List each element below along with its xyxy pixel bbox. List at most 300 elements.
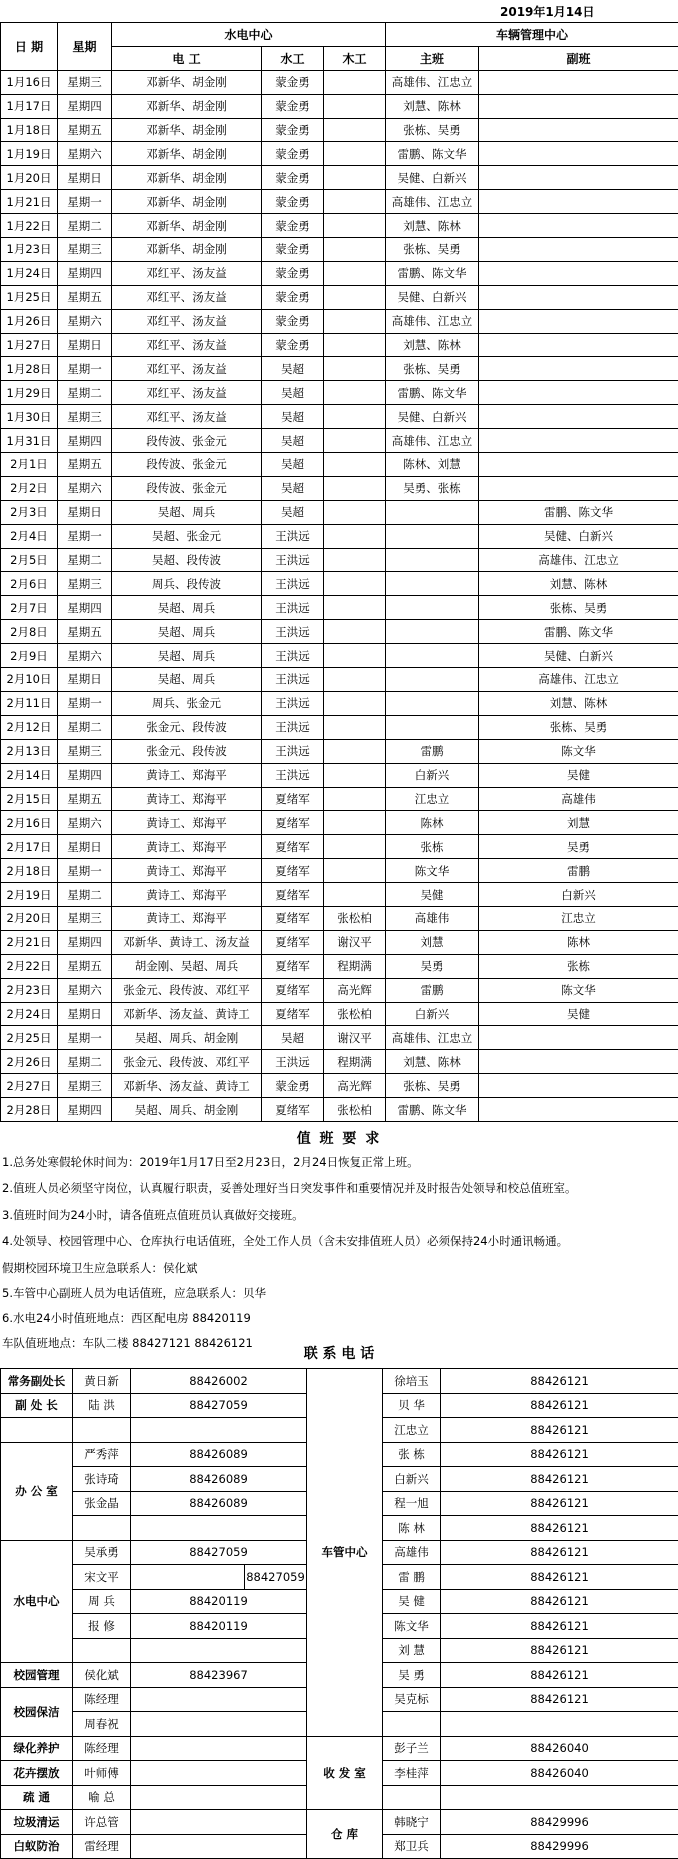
contact-phone: 88427059: [131, 1393, 307, 1418]
roster-row: [1, 94, 678, 118]
roster-cell-main: 陈林: [386, 811, 479, 835]
contact-name: [73, 1516, 131, 1541]
contact-phone: [131, 1565, 245, 1590]
roster-cell-main: 江忠立: [386, 787, 479, 811]
roster-cell-date: 2月12日: [1, 715, 58, 739]
header-date: 日 期: [1, 23, 58, 71]
roster-cell-main: 陈林、刘慧: [386, 453, 479, 477]
roster-body: [1, 70, 678, 1121]
roster-cell-vice: 刘慧、陈林: [479, 691, 678, 715]
contact-phone: 88426002: [131, 1369, 307, 1394]
roster-cell-wood: 高光辉: [324, 1074, 386, 1098]
contact-dept: 疏 通: [1, 1785, 73, 1810]
roster-cell-main: 吴勇: [386, 954, 479, 978]
contact-phone: [441, 1785, 678, 1810]
roster-cell-elec: 黄诗工、郑海平: [112, 763, 262, 787]
roster-cell-wood: [324, 118, 386, 142]
contact-row: [1, 1736, 678, 1761]
contact-name: 韩晓宁: [383, 1810, 441, 1835]
roster-cell-elec: 邓新华、胡金刚: [112, 142, 262, 166]
roster-cell-weekday: 星期一: [58, 1026, 112, 1050]
roster-cell-elec: 邓红平、汤友益: [112, 309, 262, 333]
roster-cell-vice: [479, 309, 678, 333]
roster-cell-date: 1月24日: [1, 261, 58, 285]
roster-cell-elec: 黄诗工、郑海平: [112, 883, 262, 907]
roster-cell-vice: [479, 190, 678, 214]
roster-cell-weekday: 星期六: [58, 644, 112, 668]
roster-cell-main: [386, 500, 479, 524]
roster-cell-date: 1月28日: [1, 357, 58, 381]
roster-cell-vice: [479, 405, 678, 429]
roster-cell-elec: 吴超、周兵: [112, 668, 262, 692]
roster-cell-vice: 吴健、白新兴: [479, 644, 678, 668]
roster-row: [1, 668, 678, 692]
roster-cell-wood: [324, 94, 386, 118]
contact-dept: 白蚁防治: [1, 1834, 73, 1859]
roster-cell-date: 2月16日: [1, 811, 58, 835]
contact-name: 喻 总: [73, 1785, 131, 1810]
roster-row: [1, 500, 678, 524]
contact-name: 叶师傅: [73, 1761, 131, 1786]
roster-cell-date: 2月10日: [1, 668, 58, 692]
roster-cell-weekday: 星期六: [58, 142, 112, 166]
contact-row: [1, 1810, 678, 1835]
contact-phone: 88420119: [131, 1614, 307, 1639]
contact-phone: [131, 1810, 307, 1835]
roster-cell-date: 1月21日: [1, 190, 58, 214]
roster-cell-wood: [324, 859, 386, 883]
contact-phone: 88426121: [441, 1369, 678, 1394]
roster-row: [1, 1074, 678, 1098]
roster-cell-water: 夏绪军: [262, 930, 324, 954]
roster-cell-main: [386, 644, 479, 668]
contact-name: 黄日新: [73, 1369, 131, 1394]
contact-phone: 88426089: [131, 1491, 307, 1516]
roster-cell-wood: [324, 357, 386, 381]
roster-cell-elec: 邓新华、胡金刚: [112, 214, 262, 238]
roster-cell-main: 雷鹏、陈文华: [386, 261, 479, 285]
roster-cell-date: 2月22日: [1, 954, 58, 978]
requirement-line: 1.总务处寒假轮休时间为：2019年1月17日至2月23日，2月24日恢复正常上班。: [2, 1154, 419, 1170]
roster-cell-weekday: 星期六: [58, 309, 112, 333]
roster-cell-weekday: 星期二: [58, 548, 112, 572]
contact-name: 白新兴: [383, 1467, 441, 1492]
roster-cell-vice: 张栋、吴勇: [479, 596, 678, 620]
roster-cell-date: 2月1日: [1, 453, 58, 477]
roster-cell-water: 吴超: [262, 381, 324, 405]
roster-cell-wood: [324, 835, 386, 859]
roster-cell-weekday: 星期三: [58, 572, 112, 596]
contact-phone: 88426121: [441, 1687, 678, 1712]
roster-cell-weekday: 星期二: [58, 883, 112, 907]
roster-cell-main: 张栋: [386, 835, 479, 859]
roster-cell-weekday: 星期六: [58, 811, 112, 835]
roster-cell-elec: 吴超、周兵: [112, 644, 262, 668]
roster-cell-elec: 吴超、段传波: [112, 548, 262, 572]
roster-cell-wood: 谢汉平: [324, 930, 386, 954]
roster-cell-date: 2月13日: [1, 739, 58, 763]
roster-cell-date: 1月18日: [1, 118, 58, 142]
roster-cell-elec: 吴超、周兵、胡金刚: [112, 1026, 262, 1050]
roster-cell-vice: 吴健、白新兴: [479, 524, 678, 548]
roster-cell-water: 王洪远: [262, 524, 324, 548]
roster-cell-elec: 邓新华、胡金刚: [112, 190, 262, 214]
roster-cell-wood: [324, 691, 386, 715]
roster-cell-elec: 邓新华、胡金刚: [112, 70, 262, 94]
roster-cell-water: 王洪远: [262, 668, 324, 692]
roster-cell-main: 高雄伟: [386, 906, 479, 930]
roster-cell-weekday: 星期五: [58, 118, 112, 142]
roster-cell-water: 王洪远: [262, 596, 324, 620]
roster-cell-elec: 邓新华、汤友益、黄诗工: [112, 1074, 262, 1098]
roster-cell-wood: [324, 668, 386, 692]
contact-name: 许总管: [73, 1810, 131, 1835]
roster-cell-weekday: 星期日: [58, 166, 112, 190]
roster-cell-vice: 刘慧: [479, 811, 678, 835]
contact-name: 吴承勇: [73, 1540, 131, 1565]
roster-cell-water: 蒙金勇: [262, 309, 324, 333]
roster-cell-main: 吴健、白新兴: [386, 166, 479, 190]
roster-cell-main: 白新兴: [386, 1002, 479, 1026]
contact-phone: [131, 1418, 307, 1443]
roster-cell-wood: 张松柏: [324, 906, 386, 930]
roster-cell-wood: [324, 620, 386, 644]
roster-cell-wood: 程期满: [324, 1050, 386, 1074]
contact-dept-mailroom: 收 发 室: [307, 1736, 383, 1810]
roster-cell-weekday: 星期三: [58, 906, 112, 930]
requirement-line: 4.处领导、校园管理中心、仓库执行电话值班，全处工作人员（含未安排值班人员）必须保持24小时通讯畅通。: [2, 1233, 568, 1249]
contact-phone: 88420119: [131, 1589, 307, 1614]
contact-name: 张金晶: [73, 1491, 131, 1516]
roster-row: [1, 476, 678, 500]
roster-cell-date: 2月8日: [1, 620, 58, 644]
roster-cell-water: 王洪远: [262, 739, 324, 763]
roster-cell-water: 王洪远: [262, 1050, 324, 1074]
roster-cell-wood: [324, 644, 386, 668]
roster-cell-weekday: 星期六: [58, 978, 112, 1002]
contacts-table: [0, 1368, 678, 1859]
roster-cell-elec: 邓新华、胡金刚: [112, 166, 262, 190]
roster-row: [1, 429, 678, 453]
roster-cell-weekday: 星期日: [58, 333, 112, 357]
roster-cell-elec: 邓红平、汤友益: [112, 261, 262, 285]
roster-cell-main: [386, 524, 479, 548]
roster-row: [1, 357, 678, 381]
requirement-line: 2.值班人员必须坚守岗位，认真履行职责，妥善处理好当日突发事件和重要情况并及时报告处领导和校总值班室。: [2, 1180, 576, 1196]
contact-phone: [441, 1712, 678, 1737]
roster-cell-weekday: 星期一: [58, 357, 112, 381]
roster-cell-water: 蒙金勇: [262, 190, 324, 214]
roster-cell-water: 蒙金勇: [262, 214, 324, 238]
roster-cell-water: 吴超: [262, 405, 324, 429]
roster-row: [1, 190, 678, 214]
roster-cell-date: 2月7日: [1, 596, 58, 620]
roster-cell-weekday: 星期三: [58, 739, 112, 763]
contact-name: [73, 1638, 131, 1663]
contact-row: [1, 1369, 678, 1394]
roster-cell-main: [386, 715, 479, 739]
roster-cell-weekday: 星期一: [58, 190, 112, 214]
roster-cell-date: 2月28日: [1, 1098, 58, 1122]
contact-dept: 垃圾清运: [1, 1810, 73, 1835]
roster-cell-date: 2月23日: [1, 978, 58, 1002]
roster-cell-elec: 吴超、周兵: [112, 596, 262, 620]
contact-dept: 办 公 室: [1, 1442, 73, 1540]
roster-row: [1, 405, 678, 429]
roster-cell-vice: 陈文华: [479, 978, 678, 1002]
roster-cell-date: 2月21日: [1, 930, 58, 954]
contact-name: 吴克标: [383, 1687, 441, 1712]
roster-cell-wood: [324, 524, 386, 548]
roster-cell-vice: [479, 166, 678, 190]
roster-cell-water: 蒙金勇: [262, 142, 324, 166]
contact-phone: 88426121: [441, 1589, 678, 1614]
roster-cell-elec: 吴超、张金元: [112, 524, 262, 548]
contact-name: 陈经理: [73, 1687, 131, 1712]
contact-phone: [131, 1785, 307, 1810]
roster-cell-main: [386, 691, 479, 715]
roster-cell-wood: [324, 715, 386, 739]
roster-cell-wood: [324, 166, 386, 190]
requirements-title: 值 班 要 求: [0, 1128, 678, 1150]
contact-phone: 88426121: [441, 1540, 678, 1565]
roster-cell-weekday: 星期二: [58, 214, 112, 238]
roster-cell-vice: [479, 429, 678, 453]
roster-cell-weekday: 星期三: [58, 1074, 112, 1098]
roster-cell-wood: [324, 261, 386, 285]
roster-cell-date: 1月26日: [1, 309, 58, 333]
roster-cell-date: 1月29日: [1, 381, 58, 405]
duty-roster-table: [0, 22, 678, 1122]
roster-cell-water: 王洪远: [262, 572, 324, 596]
contact-name: [383, 1785, 441, 1810]
contact-name: 严秀萍: [73, 1442, 131, 1467]
roster-cell-wood: [324, 500, 386, 524]
roster-cell-weekday: 星期五: [58, 954, 112, 978]
contact-dept: 花卉摆放: [1, 1761, 73, 1786]
contacts-body: [1, 1369, 678, 1859]
contact-dept: 校园保洁: [1, 1687, 73, 1736]
roster-cell-main: 吴勇、张栋: [386, 476, 479, 500]
requirement-line: 3.值班时间为24小时，请各值班点值班员认真做好交接班。: [2, 1207, 304, 1223]
roster-cell-date: 1月16日: [1, 70, 58, 94]
roster-cell-vice: 高雄伟、江忠立: [479, 668, 678, 692]
header-carpenter: 木工: [324, 46, 386, 70]
roster-cell-water: 吴超: [262, 500, 324, 524]
roster-row: [1, 1026, 678, 1050]
roster-row: [1, 1098, 678, 1122]
roster-cell-main: 刘慧: [386, 930, 479, 954]
roster-cell-date: 2月25日: [1, 1026, 58, 1050]
roster-cell-water: 夏绪军: [262, 787, 324, 811]
roster-cell-date: 2月11日: [1, 691, 58, 715]
roster-cell-weekday: 星期四: [58, 429, 112, 453]
roster-cell-weekday: 星期四: [58, 763, 112, 787]
roster-cell-elec: 段传波、张金元: [112, 453, 262, 477]
roster-cell-main: 高雄伟、江忠立: [386, 1026, 479, 1050]
roster-cell-water: 夏绪军: [262, 906, 324, 930]
roster-cell-water: 吴超: [262, 357, 324, 381]
roster-cell-date: 1月23日: [1, 238, 58, 262]
roster-cell-elec: 邓新华、汤友益、黄诗工: [112, 1002, 262, 1026]
document-date: 2019年1月14日: [500, 3, 594, 20]
contact-name: 雷经理: [73, 1834, 131, 1859]
contact-phone: 88423967: [131, 1663, 307, 1688]
roster-cell-weekday: 星期三: [58, 238, 112, 262]
requirement-line: 6.水电24小时值班地点：西区配电房 88420119: [2, 1310, 251, 1326]
contact-phone: 88426089: [131, 1467, 307, 1492]
roster-cell-weekday: 星期日: [58, 500, 112, 524]
roster-cell-vice: [479, 142, 678, 166]
roster-cell-wood: 程期满: [324, 954, 386, 978]
roster-cell-main: [386, 668, 479, 692]
requirement-line: 5.车管中心副班人员为电话值班，应急联系人：贝华: [2, 1285, 266, 1301]
roster-cell-elec: 黄诗工、郑海平: [112, 811, 262, 835]
contact-name: 陆 洪: [73, 1393, 131, 1418]
roster-cell-elec: 邓红平、汤友益: [112, 357, 262, 381]
roster-cell-date: 1月31日: [1, 429, 58, 453]
contact-name: 张 栋: [383, 1442, 441, 1467]
roster-cell-elec: 邓新华、胡金刚: [112, 94, 262, 118]
roster-cell-date: 2月24日: [1, 1002, 58, 1026]
roster-cell-weekday: 星期四: [58, 94, 112, 118]
contact-name: 程一旭: [383, 1491, 441, 1516]
contact-name: 彭子兰: [383, 1736, 441, 1761]
roster-cell-water: 夏绪军: [262, 978, 324, 1002]
roster-cell-vice: 雷鹏、陈文华: [479, 500, 678, 524]
contact-name: 吴 勇: [383, 1663, 441, 1688]
roster-cell-vice: 江忠立: [479, 906, 678, 930]
roster-cell-water: 夏绪军: [262, 859, 324, 883]
contact-name: 郑卫兵: [383, 1834, 441, 1859]
roster-cell-vice: 陈林: [479, 930, 678, 954]
roster-cell-vice: 张栋、吴勇: [479, 715, 678, 739]
roster-cell-date: 2月17日: [1, 835, 58, 859]
roster-row: [1, 381, 678, 405]
roster-cell-weekday: 星期二: [58, 715, 112, 739]
contact-dept: 校园管理: [1, 1663, 73, 1688]
roster-cell-elec: 胡金刚、吴超、周兵: [112, 954, 262, 978]
contact-phone: 88426121: [441, 1638, 678, 1663]
contact-dept: 绿化养护: [1, 1736, 73, 1761]
roster-cell-water: 王洪远: [262, 715, 324, 739]
roster-row: [1, 453, 678, 477]
roster-row: [1, 166, 678, 190]
contact-name: 高雄伟: [383, 1540, 441, 1565]
contact-phone: [131, 1736, 307, 1761]
contact-name: 江忠立: [383, 1418, 441, 1443]
contact-dept: [1, 1418, 73, 1443]
roster-cell-wood: [324, 309, 386, 333]
roster-cell-weekday: 星期一: [58, 691, 112, 715]
roster-cell-vice: [479, 70, 678, 94]
roster-cell-wood: [324, 142, 386, 166]
roster-cell-elec: 黄诗工、郑海平: [112, 859, 262, 883]
contact-phone: 88426121: [441, 1491, 678, 1516]
contact-phone: [131, 1516, 307, 1541]
roster-cell-main: 雷鹏、陈文华: [386, 1098, 479, 1122]
roster-cell-elec: 邓新华、黄诗工、汤友益: [112, 930, 262, 954]
contact-phone: [131, 1712, 307, 1737]
roster-cell-main: [386, 620, 479, 644]
roster-cell-main: 张栋、吴勇: [386, 118, 479, 142]
roster-cell-elec: 黄诗工、郑海平: [112, 906, 262, 930]
roster-cell-main: [386, 548, 479, 572]
roster-cell-main: 吴健、白新兴: [386, 285, 479, 309]
contact-phone-secondary: 88427059: [245, 1565, 307, 1590]
roster-cell-vice: [479, 94, 678, 118]
roster-cell-main: 陈文华: [386, 859, 479, 883]
roster-cell-weekday: 星期五: [58, 620, 112, 644]
roster-cell-wood: 张松柏: [324, 1098, 386, 1122]
contact-dept: 常务副处长: [1, 1369, 73, 1394]
roster-cell-wood: [324, 548, 386, 572]
roster-row: [1, 715, 678, 739]
roster-cell-main: [386, 596, 479, 620]
contact-phone: [131, 1834, 307, 1859]
roster-cell-weekday: 星期一: [58, 524, 112, 548]
roster-row: [1, 142, 678, 166]
roster-row: [1, 811, 678, 835]
roster-cell-date: 2月4日: [1, 524, 58, 548]
roster-cell-date: 2月26日: [1, 1050, 58, 1074]
contact-name: 李桂萍: [383, 1761, 441, 1786]
duty-requirements: [0, 1128, 678, 1343]
roster-cell-vice: [479, 214, 678, 238]
roster-cell-wood: [324, 70, 386, 94]
roster-cell-vice: 高雄伟: [479, 787, 678, 811]
contact-phone: 88426121: [441, 1442, 678, 1467]
roster-cell-water: 吴超: [262, 1026, 324, 1050]
roster-cell-elec: 段传波、张金元: [112, 429, 262, 453]
contact-dept: 水电中心: [1, 1540, 73, 1663]
roster-cell-wood: 张松柏: [324, 1002, 386, 1026]
roster-cell-wood: [324, 381, 386, 405]
roster-cell-elec: 周兵、张金元: [112, 691, 262, 715]
roster-cell-water: 夏绪军: [262, 954, 324, 978]
roster-cell-wood: [324, 285, 386, 309]
contact-name: 周春祝: [73, 1712, 131, 1737]
roster-cell-elec: 黄诗工、郑海平: [112, 787, 262, 811]
roster-cell-weekday: 星期五: [58, 285, 112, 309]
roster-cell-elec: 黄诗工、郑海平: [112, 835, 262, 859]
roster-cell-wood: [324, 476, 386, 500]
roster-cell-wood: [324, 572, 386, 596]
contact-phone: 88426121: [441, 1614, 678, 1639]
roster-row: [1, 930, 678, 954]
roster-cell-date: 2月27日: [1, 1074, 58, 1098]
roster-cell-vice: 张栋: [479, 954, 678, 978]
contact-name: [383, 1712, 441, 1737]
contact-name: 贝 华: [383, 1393, 441, 1418]
roster-cell-vice: [479, 1074, 678, 1098]
roster-cell-weekday: 星期三: [58, 405, 112, 429]
roster-cell-weekday: 星期五: [58, 787, 112, 811]
roster-cell-weekday: 星期二: [58, 381, 112, 405]
contact-name: 陈 林: [383, 1516, 441, 1541]
roster-row: [1, 238, 678, 262]
contact-phone: 88426121: [441, 1663, 678, 1688]
contact-name: 陈经理: [73, 1736, 131, 1761]
roster-cell-weekday: 星期二: [58, 1050, 112, 1074]
roster-cell-date: 1月20日: [1, 166, 58, 190]
roster-row: [1, 524, 678, 548]
contact-phone: 88426121: [441, 1565, 678, 1590]
roster-cell-main: 张栋、吴勇: [386, 1074, 479, 1098]
roster-cell-elec: 邓新华、胡金刚: [112, 238, 262, 262]
contact-name: 宋文平: [73, 1565, 131, 1590]
roster-cell-date: 2月20日: [1, 906, 58, 930]
